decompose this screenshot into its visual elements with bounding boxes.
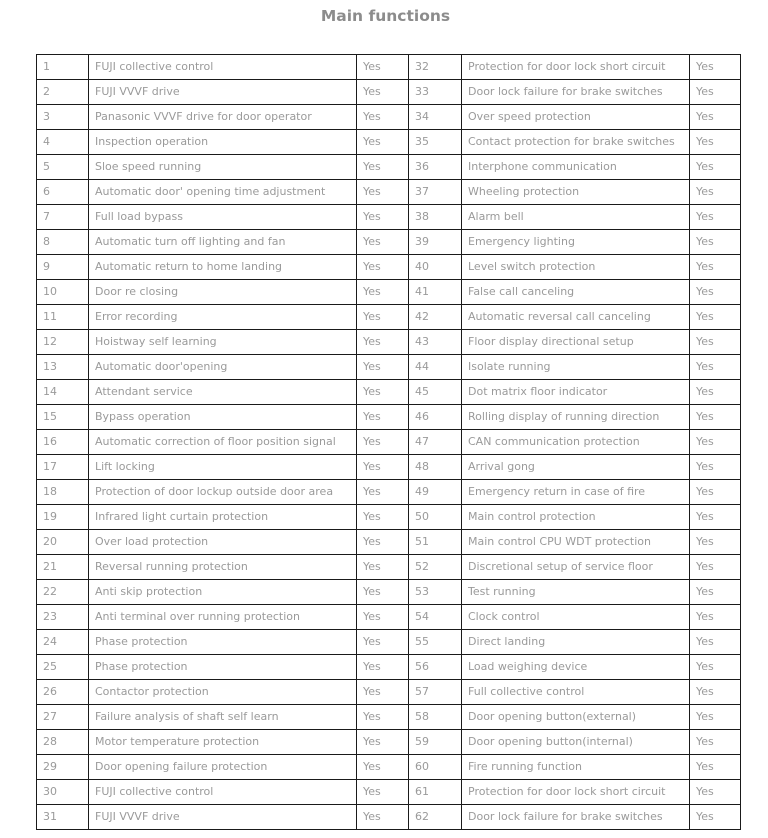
right-function-number: 61 [409, 780, 462, 805]
left-function-number: 13 [37, 355, 89, 380]
left-function-status: Yes [357, 355, 409, 380]
right-function-name: Level switch protection [462, 255, 690, 280]
left-function-name: Full load bypass [89, 205, 357, 230]
left-function-status: Yes [357, 655, 409, 680]
left-function-status: Yes [357, 80, 409, 105]
left-function-number: 28 [37, 730, 89, 755]
left-function-status: Yes [357, 580, 409, 605]
table-row [37, 655, 741, 680]
left-function-name: Error recording [89, 305, 357, 330]
right-function-status: Yes [690, 630, 741, 655]
table-row [37, 230, 741, 255]
right-function-number: 56 [409, 655, 462, 680]
left-function-name: FUJI collective control [89, 55, 357, 80]
right-function-status: Yes [690, 230, 741, 255]
right-function-status: Yes [690, 480, 741, 505]
left-function-name: FUJI VVVF drive [89, 80, 357, 105]
table-row [37, 80, 741, 105]
right-function-name: Interphone communication [462, 155, 690, 180]
left-function-number: 27 [37, 705, 89, 730]
right-function-name: Floor display directional setup [462, 330, 690, 355]
left-function-number: 7 [37, 205, 89, 230]
right-function-number: 62 [409, 805, 462, 830]
left-function-number: 24 [37, 630, 89, 655]
right-function-number: 40 [409, 255, 462, 280]
right-function-name: Isolate running [462, 355, 690, 380]
left-function-number: 11 [37, 305, 89, 330]
table-row [37, 580, 741, 605]
left-function-name: Contactor protection [89, 680, 357, 705]
right-function-status: Yes [690, 55, 741, 80]
right-function-name: Main control CPU WDT protection [462, 530, 690, 555]
left-function-name: FUJI VVVF drive [89, 805, 357, 830]
left-function-number: 17 [37, 455, 89, 480]
left-function-name: Automatic door'opening [89, 355, 357, 380]
right-function-name: Door opening button(internal) [462, 730, 690, 755]
left-function-name: Reversal running protection [89, 555, 357, 580]
left-function-status: Yes [357, 330, 409, 355]
left-function-name: Automatic correction of floor position signal [89, 430, 357, 455]
right-function-name: Wheeling protection [462, 180, 690, 205]
left-function-name: Anti terminal over running protection [89, 605, 357, 630]
left-function-number: 9 [37, 255, 89, 280]
right-function-status: Yes [690, 380, 741, 405]
right-function-number: 45 [409, 380, 462, 405]
left-function-name: Anti skip protection [89, 580, 357, 605]
right-function-status: Yes [690, 655, 741, 680]
table-row [37, 280, 741, 305]
table-row [37, 105, 741, 130]
left-function-name: Motor temperature protection [89, 730, 357, 755]
right-function-number: 43 [409, 330, 462, 355]
right-function-status: Yes [690, 730, 741, 755]
right-function-status: Yes [690, 430, 741, 455]
left-function-number: 4 [37, 130, 89, 155]
left-function-name: Panasonic VVVF drive for door operator [89, 105, 357, 130]
right-function-name: Clock control [462, 605, 690, 630]
right-function-number: 49 [409, 480, 462, 505]
right-function-status: Yes [690, 755, 741, 780]
left-function-number: 12 [37, 330, 89, 355]
left-function-number: 22 [37, 580, 89, 605]
page-title: Main functions [320, 7, 451, 25]
left-function-name: Over load protection [89, 530, 357, 555]
left-function-name: Protection of door lockup outside door area [89, 480, 357, 505]
table-row [37, 405, 741, 430]
right-function-status: Yes [690, 280, 741, 305]
right-function-number: 38 [409, 205, 462, 230]
right-function-status: Yes [690, 155, 741, 180]
table-row [37, 305, 741, 330]
right-function-status: Yes [690, 180, 741, 205]
right-function-number: 53 [409, 580, 462, 605]
right-function-status: Yes [690, 680, 741, 705]
left-function-status: Yes [357, 405, 409, 430]
left-function-status: Yes [357, 505, 409, 530]
right-function-name: Direct landing [462, 630, 690, 655]
table-row [37, 555, 741, 580]
left-function-name: Phase protection [89, 655, 357, 680]
left-function-status: Yes [357, 230, 409, 255]
left-function-status: Yes [357, 205, 409, 230]
left-function-name: FUJI collective control [89, 780, 357, 805]
table-row [37, 505, 741, 530]
left-function-name: Sloe speed running [89, 155, 357, 180]
right-function-name: Fire running function [462, 755, 690, 780]
left-function-name: Attendant service [89, 380, 357, 405]
left-function-status: Yes [357, 180, 409, 205]
right-function-name: CAN communication protection [462, 430, 690, 455]
right-function-number: 50 [409, 505, 462, 530]
left-function-number: 3 [37, 105, 89, 130]
right-function-status: Yes [690, 105, 741, 130]
left-function-status: Yes [357, 605, 409, 630]
left-function-number: 16 [37, 430, 89, 455]
left-function-name: Infrared light curtain protection [89, 505, 357, 530]
right-function-number: 42 [409, 305, 462, 330]
left-function-status: Yes [357, 780, 409, 805]
left-function-status: Yes [357, 480, 409, 505]
right-function-number: 57 [409, 680, 462, 705]
left-function-name: Automatic turn off lighting and fan [89, 230, 357, 255]
right-function-number: 54 [409, 605, 462, 630]
left-function-number: 21 [37, 555, 89, 580]
left-function-status: Yes [357, 430, 409, 455]
right-function-status: Yes [690, 530, 741, 555]
right-function-number: 58 [409, 705, 462, 730]
table-row [37, 155, 741, 180]
left-function-name: Lift locking [89, 455, 357, 480]
left-function-number: 2 [37, 80, 89, 105]
right-function-name: Discretional setup of service floor [462, 555, 690, 580]
left-function-number: 8 [37, 230, 89, 255]
left-function-name: Automatic return to home landing [89, 255, 357, 280]
left-function-number: 6 [37, 180, 89, 205]
right-function-status: Yes [690, 455, 741, 480]
left-function-number: 18 [37, 480, 89, 505]
right-function-number: 48 [409, 455, 462, 480]
left-function-status: Yes [357, 680, 409, 705]
left-function-status: Yes [357, 380, 409, 405]
right-function-name: Door lock failure for brake switches [462, 805, 690, 830]
right-function-name: Door opening button(external) [462, 705, 690, 730]
left-function-status: Yes [357, 280, 409, 305]
left-function-status: Yes [357, 730, 409, 755]
right-function-name: Emergency return in case of fire [462, 480, 690, 505]
table-row [37, 180, 741, 205]
left-function-name: Door re closing [89, 280, 357, 305]
table-row [37, 130, 741, 155]
right-function-name: Alarm bell [462, 205, 690, 230]
left-function-number: 30 [37, 780, 89, 805]
right-function-number: 33 [409, 80, 462, 105]
right-function-name: Test running [462, 580, 690, 605]
left-function-status: Yes [357, 105, 409, 130]
left-function-status: Yes [357, 455, 409, 480]
right-function-status: Yes [690, 705, 741, 730]
left-function-status: Yes [357, 530, 409, 555]
right-function-number: 51 [409, 530, 462, 555]
table-row [37, 380, 741, 405]
table-row [37, 55, 741, 80]
right-function-status: Yes [690, 555, 741, 580]
right-function-number: 34 [409, 105, 462, 130]
left-function-number: 26 [37, 680, 89, 705]
table-row [37, 530, 741, 555]
right-function-name: Main control protection [462, 505, 690, 530]
left-function-name: Bypass operation [89, 405, 357, 430]
left-function-status: Yes [357, 305, 409, 330]
left-function-number: 20 [37, 530, 89, 555]
right-function-name: Rolling display of running direction [462, 405, 690, 430]
left-function-number: 19 [37, 505, 89, 530]
right-function-name: Emergency lighting [462, 230, 690, 255]
left-function-name: Phase protection [89, 630, 357, 655]
left-function-status: Yes [357, 630, 409, 655]
table-row [37, 255, 741, 280]
table-row [37, 605, 741, 630]
left-function-number: 15 [37, 405, 89, 430]
table-row [37, 780, 741, 805]
right-function-status: Yes [690, 80, 741, 105]
right-function-status: Yes [690, 205, 741, 230]
right-function-status: Yes [690, 405, 741, 430]
right-function-number: 60 [409, 755, 462, 780]
right-function-status: Yes [690, 255, 741, 280]
table-row [37, 680, 741, 705]
right-function-number: 46 [409, 405, 462, 430]
right-function-name: Dot matrix floor indicator [462, 380, 690, 405]
left-function-number: 14 [37, 380, 89, 405]
left-function-status: Yes [357, 805, 409, 830]
right-function-number: 39 [409, 230, 462, 255]
right-function-number: 52 [409, 555, 462, 580]
right-function-number: 41 [409, 280, 462, 305]
table-row [37, 430, 741, 455]
right-function-number: 59 [409, 730, 462, 755]
table-row [37, 730, 741, 755]
left-function-number: 1 [37, 55, 89, 80]
left-function-status: Yes [357, 755, 409, 780]
left-function-status: Yes [357, 255, 409, 280]
right-function-status: Yes [690, 780, 741, 805]
right-function-status: Yes [690, 305, 741, 330]
right-function-number: 35 [409, 130, 462, 155]
functions-table-body [37, 55, 741, 830]
left-function-status: Yes [357, 705, 409, 730]
left-function-status: Yes [357, 555, 409, 580]
left-function-status: Yes [357, 155, 409, 180]
table-row [37, 705, 741, 730]
left-function-status: Yes [357, 130, 409, 155]
left-function-number: 25 [37, 655, 89, 680]
table-row [37, 755, 741, 780]
right-function-number: 32 [409, 55, 462, 80]
right-function-name: Protection for door lock short circuit [462, 780, 690, 805]
main-functions-table [36, 54, 741, 830]
right-function-name: Automatic reversal call canceling [462, 305, 690, 330]
right-function-name: Over speed protection [462, 105, 690, 130]
right-function-status: Yes [690, 580, 741, 605]
right-function-status: Yes [690, 130, 741, 155]
right-function-number: 44 [409, 355, 462, 380]
left-function-number: 10 [37, 280, 89, 305]
table-row [37, 805, 741, 830]
right-function-name: Arrival gong [462, 455, 690, 480]
right-function-name: Load weighing device [462, 655, 690, 680]
right-function-status: Yes [690, 330, 741, 355]
right-function-status: Yes [690, 505, 741, 530]
right-function-number: 47 [409, 430, 462, 455]
right-function-name: Contact protection for brake switches [462, 130, 690, 155]
right-function-number: 37 [409, 180, 462, 205]
right-function-status: Yes [690, 605, 741, 630]
left-function-name: Door opening failure protection [89, 755, 357, 780]
table-row [37, 630, 741, 655]
right-function-name: False call canceling [462, 280, 690, 305]
right-function-number: 55 [409, 630, 462, 655]
left-function-number: 31 [37, 805, 89, 830]
left-function-status: Yes [357, 55, 409, 80]
table-row [37, 455, 741, 480]
right-function-number: 36 [409, 155, 462, 180]
right-function-status: Yes [690, 805, 741, 830]
left-function-name: Automatic door' opening time adjustment [89, 180, 357, 205]
left-function-name: Hoistway self learning [89, 330, 357, 355]
right-function-name: Protection for door lock short circuit [462, 55, 690, 80]
table-row [37, 480, 741, 505]
left-function-name: Failure analysis of shaft self learn [89, 705, 357, 730]
table-row [37, 330, 741, 355]
right-function-name: Full collective control [462, 680, 690, 705]
left-function-number: 23 [37, 605, 89, 630]
right-function-name: Door lock failure for brake switches [462, 80, 690, 105]
left-function-name: Inspection operation [89, 130, 357, 155]
left-function-number: 5 [37, 155, 89, 180]
right-function-status: Yes [690, 355, 741, 380]
left-function-number: 29 [37, 755, 89, 780]
table-row [37, 205, 741, 230]
table-row [37, 355, 741, 380]
